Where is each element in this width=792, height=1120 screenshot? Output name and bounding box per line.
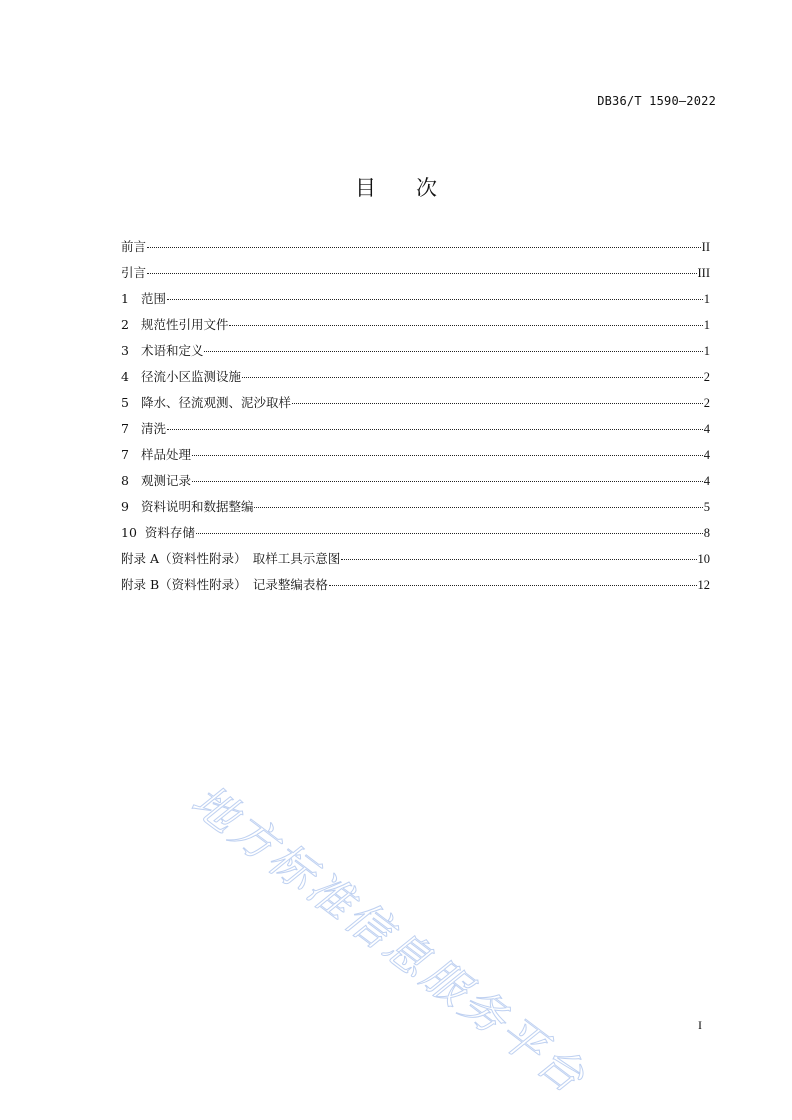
toc-entry-page: 8 bbox=[703, 526, 710, 540]
toc-entry-page: 2 bbox=[703, 396, 710, 410]
toc-entry[interactable] bbox=[121, 419, 710, 445]
toc-entry-page: 1 bbox=[703, 318, 710, 332]
toc-entry-number: 8 bbox=[121, 473, 129, 488]
toc-entry-label: 样品处理 bbox=[140, 447, 191, 462]
toc-entry-page: III bbox=[697, 266, 710, 280]
toc-entry[interactable] bbox=[121, 393, 710, 419]
toc-entry-number: 3 bbox=[121, 343, 129, 358]
toc-entry-label: 降水、径流观测、泥沙取样 bbox=[140, 395, 291, 410]
toc-entry[interactable] bbox=[121, 549, 710, 575]
toc-entry[interactable] bbox=[121, 237, 710, 263]
toc-entry-page: 1 bbox=[703, 344, 710, 358]
toc-entry-page: 4 bbox=[703, 448, 710, 462]
toc-entry-number: 4 bbox=[121, 369, 129, 384]
toc-entry-number: 7 bbox=[121, 447, 129, 462]
toc-entry-label: 观测记录 bbox=[140, 473, 191, 488]
toc-entry-page: 10 bbox=[697, 552, 710, 566]
toc-entry[interactable] bbox=[121, 341, 710, 367]
toc-leader-dots bbox=[329, 584, 697, 586]
toc-entry[interactable] bbox=[121, 289, 710, 315]
toc-entry-number: 2 bbox=[121, 317, 129, 332]
toc-entry[interactable] bbox=[121, 367, 710, 393]
toc-entry[interactable] bbox=[121, 575, 710, 601]
toc-entry[interactable] bbox=[121, 445, 710, 471]
toc-entry-number: 5 bbox=[121, 395, 129, 410]
toc-entry-label: 术语和定义 bbox=[140, 343, 204, 358]
toc-entry[interactable] bbox=[121, 263, 710, 289]
toc-entry-label: 引言 bbox=[121, 265, 147, 280]
toc-leader-dots bbox=[242, 376, 703, 378]
toc-entry-label: 附录 A（资料性附录） 取样工具示意图 bbox=[121, 551, 341, 566]
toc-leader-dots bbox=[196, 532, 703, 534]
toc-entry-label: 规范性引用文件 bbox=[140, 317, 229, 332]
toc-entry-page: 2 bbox=[703, 370, 710, 384]
toc-leader-dots bbox=[147, 272, 696, 274]
toc-entry[interactable] bbox=[121, 315, 710, 341]
toc-leader-dots bbox=[204, 350, 702, 352]
toc-leader-dots bbox=[341, 558, 696, 560]
toc-entry-number: 1 bbox=[121, 291, 129, 306]
toc-leader-dots bbox=[147, 246, 701, 248]
table-of-contents bbox=[121, 237, 710, 601]
toc-entry-label: 附录 B（资料性附录） 记录整编表格 bbox=[121, 577, 328, 592]
page-number: I bbox=[698, 1018, 702, 1032]
toc-entry[interactable] bbox=[121, 497, 710, 523]
page-title: 目次 bbox=[355, 176, 477, 200]
toc-entry-label: 前言 bbox=[121, 239, 147, 254]
toc-leader-dots bbox=[292, 402, 703, 404]
toc-entry-label: 资料存储 bbox=[144, 525, 195, 540]
toc-entry-page: II bbox=[701, 240, 710, 254]
toc-leader-dots bbox=[192, 454, 703, 456]
toc-entry[interactable] bbox=[121, 471, 710, 497]
toc-entry-page: 4 bbox=[703, 474, 710, 488]
watermark: 地方标准信息服务平台 bbox=[181, 775, 596, 1105]
toc-entry-page: 4 bbox=[703, 422, 710, 436]
toc-entry-page: 12 bbox=[697, 578, 710, 592]
document-code: DB36/T 1590—2022 bbox=[597, 94, 716, 108]
toc-leader-dots bbox=[192, 480, 703, 482]
toc-entry-label: 径流小区监测设施 bbox=[140, 369, 241, 384]
toc-entry-label: 资料说明和数据整编 bbox=[140, 499, 254, 514]
toc-entry-page: 5 bbox=[703, 500, 710, 514]
toc-entry-label: 范围 bbox=[140, 291, 166, 306]
toc-entry-number: 10 bbox=[121, 525, 137, 540]
toc-entry-label: 清洗 bbox=[140, 421, 166, 436]
toc-leader-dots bbox=[167, 298, 703, 300]
toc-entry-page: 1 bbox=[703, 292, 710, 306]
toc-leader-dots bbox=[167, 428, 703, 430]
toc-leader-dots bbox=[229, 324, 702, 326]
toc-entry-number: 7 bbox=[121, 421, 129, 436]
toc-entry[interactable] bbox=[121, 523, 710, 549]
toc-leader-dots bbox=[254, 506, 702, 508]
toc-entry-number: 9 bbox=[121, 499, 129, 514]
